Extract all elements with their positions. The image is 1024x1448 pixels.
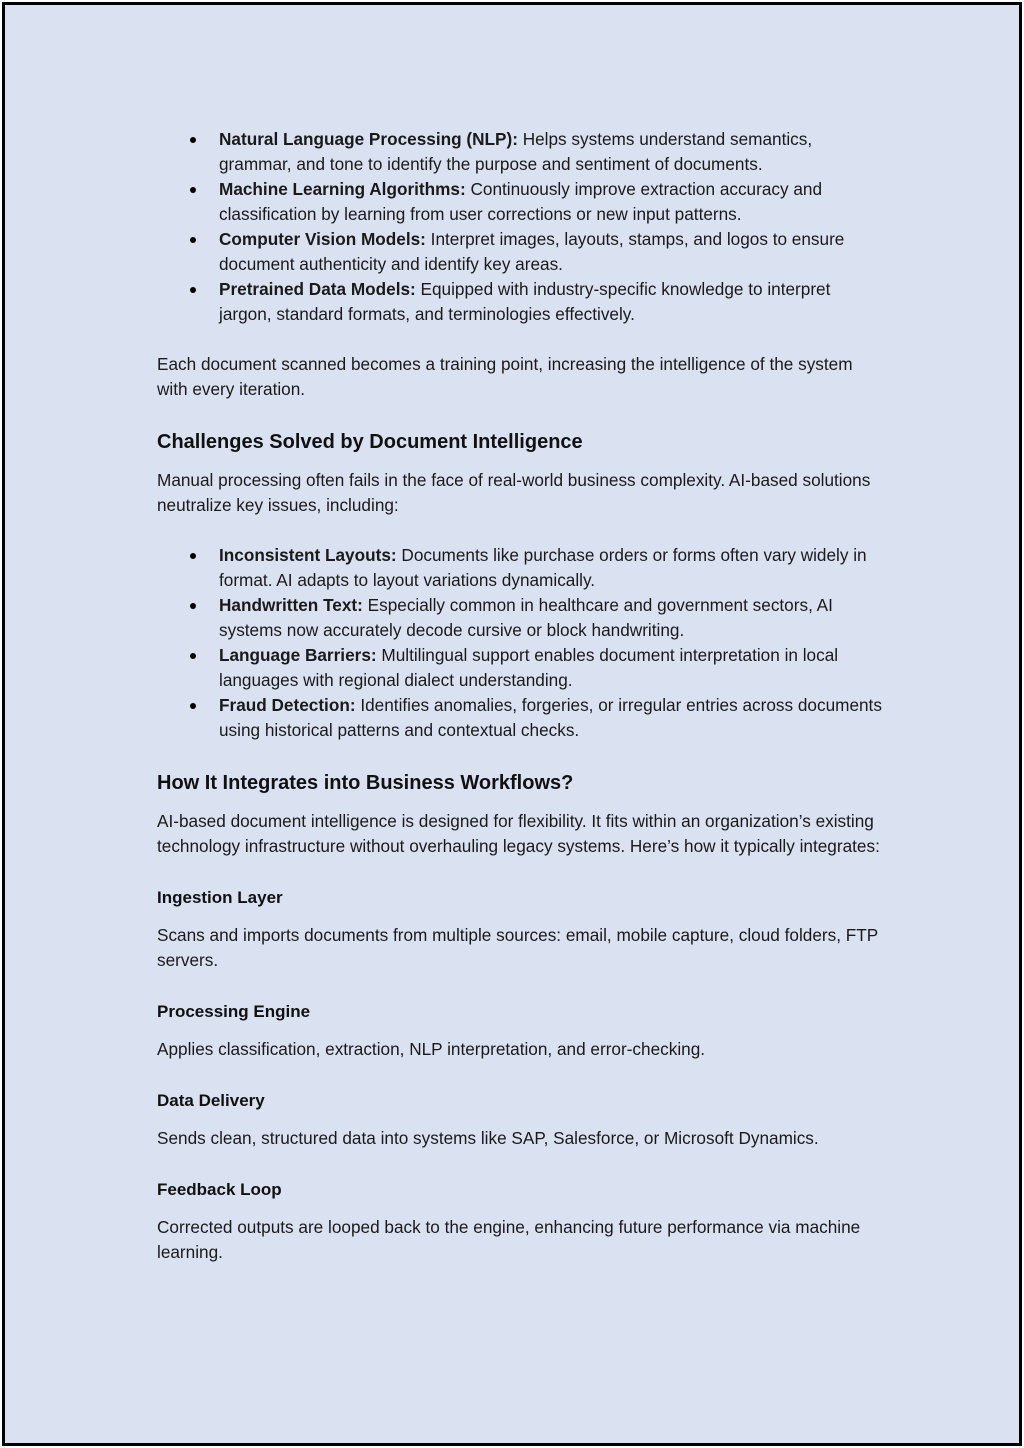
list-item-term: Language Barriers:: [219, 645, 377, 665]
list-item-term: Machine Learning Algorithms:: [219, 179, 466, 199]
list-item-text: Helps systems understand semantics, grammar, and tone to identify the purpose and sentiment of documents.: [219, 129, 813, 174]
list-item-term: Pretrained Data Models:: [219, 279, 416, 299]
bullet-icon: [190, 553, 196, 559]
bullet-icon: [190, 187, 196, 193]
subsection-title: Processing Engine: [157, 1002, 311, 1021]
list-item-text: Multilingual support enables document interpretation in local languages with regional dialect understanding.: [219, 645, 839, 690]
list-item: [157, 177, 887, 227]
list-item-text: Equipped with industry-specific knowledge to interpret jargon, standard formats, and terminologies effectively.: [219, 279, 831, 324]
list-item: [157, 227, 887, 277]
challenges-intro: Manual processing often fails in the face of real-world business complexity. AI-based solutions neutralize key issues, including:: [157, 470, 871, 515]
bullet-icon: [190, 603, 196, 609]
bullet-icon: [190, 703, 196, 709]
list-item-term: Fraud Detection:: [219, 695, 356, 715]
subsection-text: Sends clean, structured data into systems like SAP, Salesforce, or Microsoft Dynamics.: [157, 1128, 819, 1148]
subsection-text: Applies classification, extraction, NLP interpretation, and error-checking.: [157, 1039, 706, 1059]
list-item: [157, 593, 887, 643]
list-item-text: Especially common in healthcare and government sectors, AI systems now accurately decode cursive or block handwriting.: [219, 595, 833, 640]
page-content: [157, 127, 887, 1265]
subsection-text: Scans and imports documents from multiple sources: email, mobile capture, cloud folders, FTP servers.: [157, 925, 878, 970]
list-item-text: Documents like purchase orders or forms often vary widely in format. AI adapts to layout variations dynamically.: [219, 545, 867, 590]
list-item-term: Inconsistent Layouts:: [219, 545, 397, 565]
list-item: [157, 543, 887, 593]
ai-components-list: [157, 127, 887, 327]
list-item: [157, 277, 887, 327]
challenges-heading: Challenges Solved by Document Intelligence: [157, 431, 583, 453]
list-item-text: Interpret images, layouts, stamps, and logos to ensure document authenticity and identify key areas.: [219, 229, 845, 274]
list-item: [157, 127, 887, 177]
subsection-title: Data Delivery: [157, 1091, 265, 1110]
subsection-text: Corrected outputs are looped back to the engine, enhancing future performance via machine learning.: [157, 1217, 861, 1262]
subsection-title: Ingestion Layer: [157, 888, 283, 907]
challenges-list: [157, 543, 887, 743]
integration-heading: How It Integrates into Business Workflows?: [157, 772, 574, 794]
list-item-text: Continuously improve extraction accuracy and classification by learning from user corrections or new input patterns.: [219, 179, 823, 224]
list-item-term: Handwritten Text:: [219, 595, 363, 615]
list-item-term: Computer Vision Models:: [219, 229, 426, 249]
bullet-icon: [190, 287, 196, 293]
document-page: [2, 2, 1022, 1446]
list-item-text: Identifies anomalies, forgeries, or irregular entries across documents using historical patterns and contextual checks.: [219, 695, 882, 740]
list-item-term: Natural Language Processing (NLP):: [219, 129, 518, 149]
list-item: [157, 643, 887, 693]
bullet-icon: [190, 137, 196, 143]
bullet-icon: [190, 653, 196, 659]
subsection-title: Feedback Loop: [157, 1180, 282, 1199]
integration-intro: AI-based document intelligence is designed for flexibility. It fits within an organization’s existing technology infrastructure without overhauling legacy systems. Here’s how it typically integrates:: [157, 811, 880, 856]
list-item: [157, 693, 887, 743]
bullet-icon: [190, 237, 196, 243]
training-paragraph: Each document scanned becomes a training point, increasing the intelligence of the system with every iteration.: [157, 354, 853, 399]
